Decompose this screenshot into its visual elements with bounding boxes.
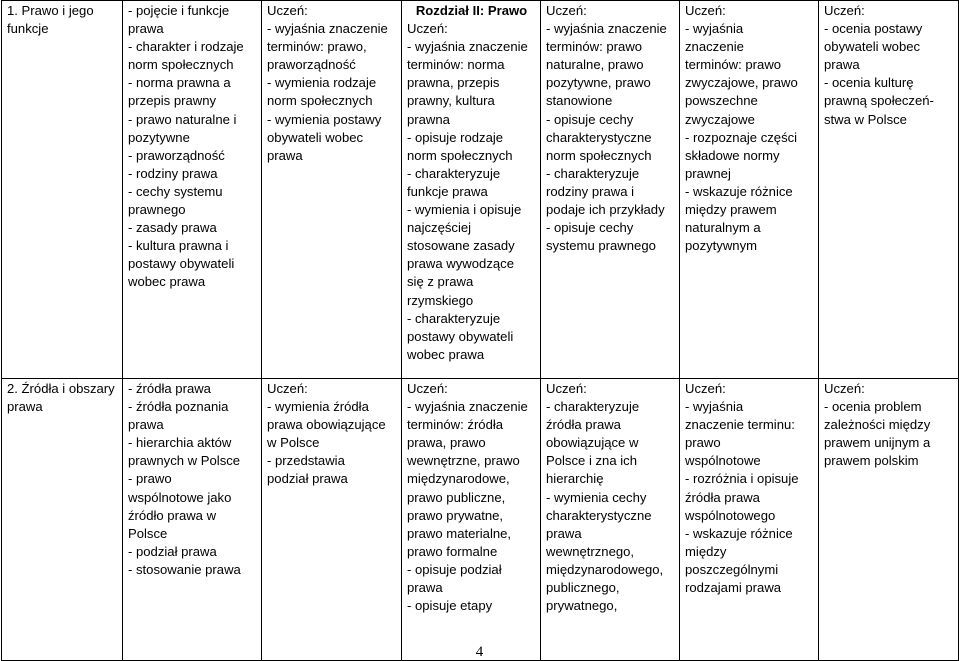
cell-text-line: systemu prawnego: [546, 238, 656, 254]
cell-text-line: stosowane zasady: [407, 238, 515, 254]
cell-text-line: - charakteryzuje: [407, 165, 501, 181]
cell-text-line: - opisuje cechy: [546, 111, 634, 127]
cell-text-line: najczęściej: [407, 220, 472, 236]
cell-text-line: 1. Prawo i jego: [7, 3, 94, 18]
cell-text-line: poszczególnymi: [685, 561, 779, 577]
cell-text-line: - charakteryzuje: [546, 399, 640, 415]
cell-text-line: norm społecznych: [407, 147, 513, 163]
cell-text-line: - wymienia postawy: [267, 111, 382, 127]
cell-text-line: - ocenia kulturę: [824, 75, 914, 91]
cell-text-line: terminów: prawo: [685, 57, 782, 73]
cell-text-line: - opisuje cechy: [546, 220, 634, 236]
cell-text-line: pozytywnym: [685, 238, 758, 254]
cell-text-line: - wymienia rodzaje: [267, 75, 377, 91]
cell-text-line: - cechy systemu: [128, 183, 223, 199]
cell-text-line: Uczeń:: [267, 381, 308, 396]
cell-text-line: - wymienia i opisuje: [407, 202, 522, 218]
cell-text-line: - opisuje rodzaje: [407, 129, 504, 145]
cell-text-line: naturalnym a: [685, 220, 761, 236]
cell-text-line: znaczenie: [685, 39, 744, 55]
level-dopuszczajacy-cell: [262, 379, 402, 661]
cell-text-line: Uczeń:: [824, 381, 865, 396]
cell-text-line: obywateli wobec: [824, 39, 921, 55]
cell-text-line: prawa: [407, 580, 443, 596]
cell-text-line: wewnętrznego,: [546, 543, 635, 559]
cell-text-line: prawem polskim: [824, 453, 919, 469]
cell-text-line: obywateli wobec: [267, 129, 364, 145]
cell-text-line: zwyczajowe, prawo: [685, 75, 798, 91]
cell-text-line: - wyjaśnia znaczenie: [546, 21, 667, 37]
cell-text-line: - rozpoznaje części: [685, 129, 798, 145]
cell-text-line: norm społecznych: [128, 57, 234, 73]
cell-text-line: postawy obywateli: [128, 256, 235, 272]
cell-text-line: - źródła poznania: [128, 399, 229, 415]
cell-text-line: stanowione: [546, 93, 613, 109]
level-bardzo-dobry-cell: [680, 379, 819, 661]
cell-text-line: norm społecznych: [267, 93, 373, 109]
cell-text-line: prawa: [128, 417, 164, 433]
cell-text-line: wobec prawa: [407, 346, 485, 362]
level-dostateczny-cell: [402, 379, 541, 661]
cell-text-line: składowe normy: [685, 147, 780, 163]
cell-text-line: między prawem: [685, 202, 777, 218]
cell-text-line: terminów: norma: [407, 57, 505, 73]
cell-text-line: charakterystyczne: [546, 129, 652, 145]
cell-text-line: wewnętrzne, prawo: [407, 453, 520, 469]
cell-text-line: pozytywne: [128, 129, 190, 145]
cell-text-line: pozytywne, prawo: [546, 75, 651, 91]
cell-text-line: w Polsce: [267, 435, 320, 451]
cell-text-line: Polsce: [128, 525, 168, 541]
cell-text-line: Uczeń:: [546, 3, 587, 18]
cell-text-line: - prawo naturalne i: [128, 111, 237, 127]
cell-text-line: wspólnotowego: [685, 507, 776, 523]
cell-text-line: międzynarodowe,: [407, 471, 510, 487]
cell-text-line: prawa: [546, 525, 582, 541]
cell-text-line: Polsce i zna ich: [546, 453, 637, 469]
cell-text-line: prawa, prawo: [407, 435, 486, 451]
cell-text-line: - norma prawna a: [128, 75, 231, 91]
cell-text-line: rodziny prawa i: [546, 183, 635, 199]
cell-text-line: rodzajami prawa: [685, 580, 782, 596]
cell-text-line: prawną społeczeń-: [824, 93, 934, 109]
level-celujacy-cell: [819, 379, 959, 661]
page-number: 4: [475, 644, 484, 660]
cell-text-line: terminów: prawo,: [267, 39, 367, 55]
cell-text-line: terminów: źródła: [407, 417, 504, 433]
cell-text-line: prawo prywatne,: [407, 507, 504, 523]
cell-text-line: prawna, przepis: [407, 75, 500, 91]
cell-text-line: funkcje: [7, 21, 49, 37]
cell-text-line: prawa: [7, 399, 43, 415]
cell-text-line: przepis prawny: [128, 93, 217, 109]
cell-text-line: - wyjaśnia znaczenie: [407, 39, 528, 55]
cell-text-line: między: [685, 543, 727, 559]
cell-text-line: - rozróżnia i opisuje: [685, 471, 799, 487]
cell-text-line: prawo: [685, 435, 721, 451]
cell-text-line: stwa w Polsce: [824, 111, 907, 127]
cell-text-line: naturalne, prawo: [546, 57, 644, 73]
cell-text-line: - ocenia postawy: [824, 21, 923, 37]
cell-text-line: - charakter i rodzaje: [128, 39, 244, 55]
content-cell: [123, 1, 262, 379]
cell-text-line: prawa obowiązujące: [267, 417, 386, 433]
level-dostateczny-cell: [402, 1, 541, 379]
cell-text-line: prawa: [824, 57, 860, 73]
cell-text-line: się z prawa: [407, 274, 474, 290]
cell-text-line: podział prawa: [267, 471, 348, 487]
cell-text-line: międzynarodowego,: [546, 561, 664, 577]
cell-text-line: Uczeń:: [407, 381, 448, 396]
table-row: [2, 379, 959, 661]
cell-text-line: wspólnotowe: [685, 453, 761, 469]
chapter-header: Rozdział II: Prawo: [415, 3, 528, 18]
cell-text-line: funkcje prawa: [407, 183, 488, 199]
topic-cell: [2, 1, 123, 379]
cell-text-line: źródło prawa w: [128, 507, 217, 523]
cell-text-line: prawa: [267, 147, 303, 163]
cell-text-line: - rodziny prawa: [128, 165, 218, 181]
cell-text-line: - wyjaśnia znaczenie: [407, 399, 528, 415]
cell-text-line: - opisuje etapy: [407, 598, 493, 614]
cell-text-line: prawnego: [128, 202, 186, 218]
cell-text-line: - stosowanie prawa: [128, 561, 241, 577]
cell-text-line: - hierarchia aktów: [128, 435, 232, 451]
cell-text-line: - ocenia problem: [824, 399, 922, 415]
cell-text-line: prawem unijnym a: [824, 435, 931, 451]
cell-text-line: - wyjaśnia: [685, 21, 744, 37]
cell-text-line: - źródła prawa: [128, 381, 211, 396]
cell-text-line: prywatnego,: [546, 598, 618, 614]
curriculum-table: [1, 0, 959, 661]
cell-text-line: wspólnotowe jako: [128, 489, 232, 505]
cell-text-line: znaczenie terminu:: [685, 417, 795, 433]
cell-text-line: - pojęcie i funkcje: [128, 3, 230, 18]
cell-text-line: obowiązujące w: [546, 435, 639, 451]
cell-text-line: Uczeń:: [546, 381, 587, 396]
cell-text-line: prawa wywodzące: [407, 256, 514, 272]
level-dobry-cell: [541, 1, 680, 379]
cell-text-line: - wymienia źródła: [267, 399, 369, 415]
cell-text-line: norm społecznych: [546, 147, 652, 163]
cell-text-line: powszechne: [685, 93, 758, 109]
cell-text-line: prawna: [407, 111, 450, 127]
cell-text-line: - charakteryzuje: [407, 310, 501, 326]
cell-text-line: podaje ich przykłady: [546, 202, 665, 218]
level-dopuszczajacy-cell: [262, 1, 402, 379]
cell-text-line: prawo materialne,: [407, 525, 512, 541]
level-celujacy-cell: [819, 1, 959, 379]
cell-text-line: 2. Źródła i obszary: [7, 381, 115, 396]
content-cell: [123, 379, 262, 661]
cell-text-line: źródła prawa: [685, 489, 760, 505]
cell-text-line: - opisuje podział: [407, 561, 502, 577]
cell-text-line: zależności między: [824, 417, 931, 433]
level-bardzo-dobry-cell: [680, 1, 819, 379]
cell-text-line: prawnej: [685, 165, 731, 181]
topic-cell: [2, 379, 123, 661]
cell-text-line: rzymskiego: [407, 292, 474, 308]
cell-text-line: Uczeń:: [267, 3, 308, 18]
cell-text-line: postawy obywateli: [407, 328, 514, 344]
cell-text-line: wobec prawa: [128, 274, 206, 290]
cell-text-line: prawo formalne: [407, 543, 498, 559]
cell-text-line: Uczeń:: [824, 3, 865, 18]
cell-text-line: Uczeń:: [685, 381, 726, 396]
cell-text-line: źródła prawa: [546, 417, 621, 433]
cell-text-line: Uczeń:: [685, 3, 726, 18]
cell-text-line: prawnych w Polsce: [128, 453, 241, 469]
cell-text-line: - prawo: [128, 471, 172, 487]
cell-text-line: - charakteryzuje: [546, 165, 640, 181]
cell-text-line: - wskazuje różnice: [685, 525, 793, 541]
cell-text-line: - praworządność: [128, 147, 225, 163]
cell-text-line: prawa: [128, 21, 164, 37]
cell-text-line: praworządność: [267, 57, 356, 73]
cell-text-line: - podział prawa: [128, 543, 217, 559]
cell-text-line: terminów: prawo: [546, 39, 643, 55]
cell-text-line: prawny, kultura: [407, 93, 495, 109]
level-dobry-cell: [541, 379, 680, 661]
cell-text-line: prawo publiczne,: [407, 489, 506, 505]
table-row: [2, 1, 959, 379]
cell-text-line: charakterystyczne: [546, 507, 652, 523]
cell-text-line: - wymienia cechy: [546, 489, 647, 505]
cell-text-line: - przedstawia: [267, 453, 345, 469]
cell-text-line: - zasady prawa: [128, 220, 217, 236]
cell-text-line: - kultura prawna i: [128, 238, 229, 254]
cell-text-line: zwyczajowe: [685, 111, 755, 127]
cell-text-line: - wyjaśnia znaczenie: [267, 21, 388, 37]
cell-text-line: - wyjaśnia: [685, 399, 744, 415]
cell-text-line: Uczeń:: [407, 21, 448, 37]
cell-text-line: hierarchię: [546, 471, 604, 487]
cell-text-line: - wskazuje różnice: [685, 183, 793, 199]
cell-text-line: publicznego,: [546, 580, 620, 596]
